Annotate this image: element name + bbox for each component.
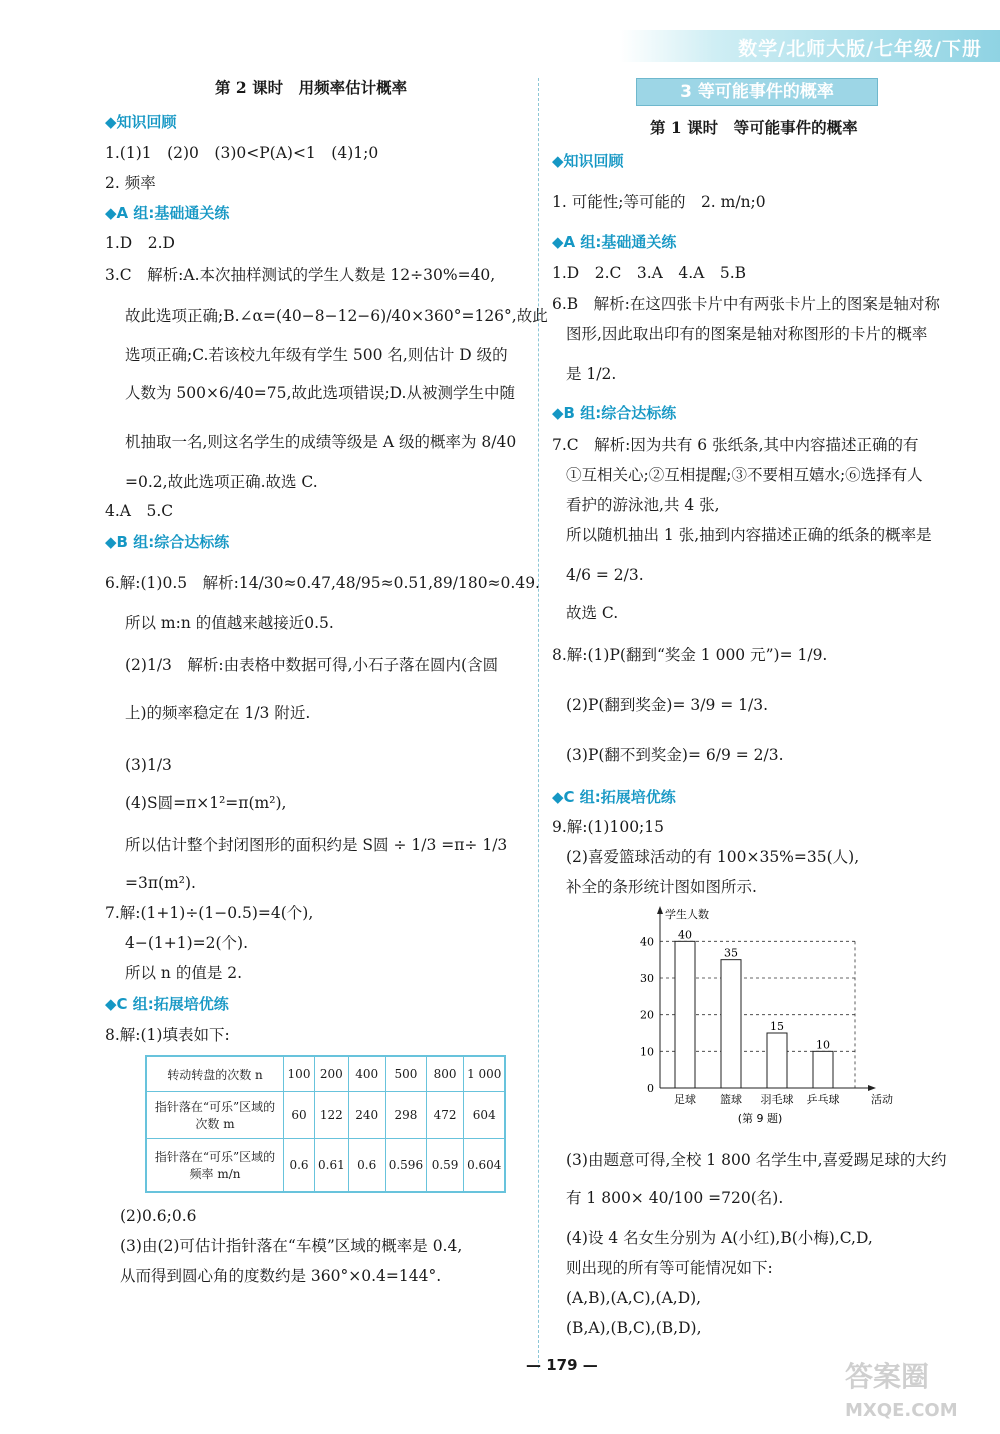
table-row [146,1139,505,1193]
table-cell: 298 [385,1092,426,1139]
answer-line: 4/6 = 2/3. [566,566,644,584]
y-tick-label: 30 [640,972,654,985]
table-cell: 60 [284,1092,315,1139]
answer-line: 1.D 2.D [105,234,175,252]
answer-line: 7.C 解析:因为共有 6 张纸条,其中内容描述正确的有 [552,436,919,454]
answer-line: 所以随机抽出 1 张,抽到内容描述正确的纸条的概率是 [566,526,932,544]
watermark: 答案圈 MXQE.COM [845,1360,958,1421]
section-c: ◆C 组:拓展培优练 [105,995,229,1013]
x-axis-arrow [868,1085,876,1091]
answer-line: 上)的频率稳定在 1/3 附近. [125,704,311,722]
table-cell: 0.61 [315,1139,349,1193]
table-cell: 0.6 [348,1139,385,1193]
answer-line: ①互相关心;②互相提醒;③不要相互嬉水;⑥选择有人 [566,466,923,484]
section-review: ◆知识回顾 [105,113,177,131]
answer-line: 4−(1+1)=2(个). [125,934,249,952]
answer-line: 看护的游泳池,共 4 张, [566,496,720,514]
answer-line: (3)P(翻不到奖金)= 6/9 = 2/3. [566,746,784,764]
y-tick-label: 10 [640,1045,654,1059]
table-cell: 500 [385,1056,426,1092]
frequency-table [145,1055,506,1193]
table-cell: 122 [315,1092,349,1139]
x-tick-label: 足球 [674,1093,696,1106]
answer-line: 8.解:(1)P(翻到“奖金 1 000 元”)= 1/9. [552,646,828,664]
answer-line: =3π(m²). [125,874,196,892]
bar-chart [630,900,893,1130]
answer-line: (2)1/3 解析:由表格中数据可得,小石子落在圆内(含圆 [125,656,499,674]
section-b: ◆B 组:综合达标练 [552,404,677,422]
answer-line: (B,A),(B,C),(B,D), [566,1319,702,1337]
table-cell: 200 [315,1056,349,1092]
right-title: 第 1 课时 等可能事件的概率 [650,118,858,137]
bar [767,1033,787,1088]
section-b: ◆B 组:综合达标练 [105,533,230,551]
answer-line: (4)设 4 名女生分别为 A(小红),B(小梅),C,D, [566,1229,873,1247]
answer-line: 故选 C. [566,604,619,622]
left-title: 第 2 课时 用频率估计概率 [215,78,408,97]
x-tick-label: 乒乓球 [806,1093,840,1106]
table-cell: 0.596 [385,1139,426,1193]
bar-data-label: 15 [770,1020,784,1033]
bar [813,1051,833,1088]
chart-caption: (第 9 题) [737,1112,783,1125]
y-tick-label: 40 [640,935,654,949]
answer-line: (2)0.6;0.6 [120,1207,197,1225]
x-tick-label: 羽毛球 [760,1093,794,1106]
section-c: ◆C 组:拓展培优练 [552,788,676,806]
answer-line: 选项正确;C.若该校九年级有学生 500 名,则估计 D 级的 [125,346,508,364]
answer-line: 补全的条形统计图如图所示. [566,878,757,896]
bar-data-label: 40 [678,928,692,942]
table-cell: 转动转盘的次数 n [146,1056,284,1092]
section-a: ◆A 组:基础通关练 [552,233,677,251]
answer-line: =0.2,故此选项正确.故选 C. [125,473,318,491]
table-row [146,1092,505,1139]
table-cell: 800 [427,1056,464,1092]
answer-line: 9.解:(1)100;15 [552,818,664,836]
answer-line: 所以 m:n 的值越来越接近0.5. [125,614,334,632]
answer-line: 8.解:(1)填表如下: [105,1026,230,1044]
table-cell: 0.604 [464,1139,506,1193]
answer-line: 是 1/2. [566,365,617,383]
answer-line: (3)1/3 [125,756,172,774]
table-cell: 100 [284,1056,315,1092]
series-label: 数学/北师大版/七年级/下册 [738,38,982,60]
answer-line: (3)由题意可得,全校 1 800 名学生中,喜爱踢足球的大约 [566,1151,947,1169]
answer-line: 1. 可能性;等可能的 2. m/n;0 [552,193,766,211]
answer-line: (3)由(2)可估计指针落在“车模”区域的概率是 0.4, [120,1237,463,1255]
table-cell: 1 000 [464,1056,506,1092]
answer-line: 图形,因此取出印有的图案是轴对称图形的卡片的概率 [566,325,928,343]
bar [675,941,695,1088]
answer-line: 6.B 解析:在这四张卡片中有两张卡片上的图案是轴对称 [552,295,940,313]
x-tick-label: 篮球 [720,1093,742,1106]
answer-line: (A,B),(A,C),(A,D), [566,1289,702,1307]
y-tick-label: 20 [640,1008,654,1022]
table-cell: 0.6 [284,1139,315,1193]
series-header [620,30,1000,62]
x-axis-label: 活动 [871,1093,893,1106]
y-axis-arrow [657,906,663,914]
answer-line: 从而得到圆心角的度数约是 360°×0.4=144°. [120,1267,442,1285]
answer-line: 故此选项正确;B.∠α=(40−8−12−6)/40×360°=126°,故此 [125,307,548,325]
answer-line: 2. 频率 [105,174,156,192]
table-cell: 604 [464,1092,506,1139]
answer-line: 所以估计整个封闭图形的面积约是 S圆 ÷ 1/3 =π÷ 1/3 [125,836,508,854]
answer-line: 4.A 5.C [105,502,174,520]
answer-line: 6.解:(1)0.5 解析:14/30≈0.47,48/95≈0.51,89/180≈0.49. [105,574,540,592]
table-cell: 400 [348,1056,385,1092]
answer-line: 1.(1)1 (2)0 (3)0<P(A)<1 (4)1;0 [105,144,379,162]
bar-data-label: 10 [816,1038,830,1052]
table-cell: 472 [427,1092,464,1139]
answer-line: 则出现的所有等可能情况如下: [566,1259,773,1277]
answer-line: 所以 n 的值是 2. [125,964,243,982]
bar [721,960,741,1088]
table-cell: 240 [348,1092,385,1139]
answer-line: (2)喜爱篮球活动的有 100×35%=35(人), [566,848,860,866]
answer-line: 7.解:(1+1)÷(1−0.5)=4(个), [105,904,314,922]
table-cell: 指针落在“可乐”区域的次数 m [146,1092,284,1139]
table-row [146,1056,505,1092]
section-a: ◆A 组:基础通关练 [105,204,230,222]
answer-line: (2)P(翻到奖金)= 3/9 = 1/3. [566,696,769,714]
answer-line: 人数为 500×6/40=75,故此选项错误;D.从被测学生中随 [125,384,515,402]
bar-data-label: 35 [724,946,738,960]
section-badge: 3 等可能事件的概率 [636,78,878,106]
column-divider [538,78,539,1368]
answer-line: 有 1 800× 40/100 =720(名). [566,1189,784,1207]
answer-line: 3.C 解析:A.本次抽样测试的学生人数是 12÷30%=40, [105,266,496,284]
answer-line: 机抽取一名,则这名学生的成绩等级是 A 级的概率为 8/40 [125,433,517,451]
answer-line: (4)S圆=π×1²=π(m²), [125,794,287,812]
table-cell: 0.59 [427,1139,464,1193]
table-cell: 指针落在“可乐”区域的频率 m/n [146,1139,284,1193]
y-tick-label: 0 [647,1082,654,1095]
answer-line: 1.D 2.C 3.A 4.A 5.B [552,264,747,282]
section-review: ◆知识回顾 [552,152,624,170]
y-axis-label: 学生人数 [665,908,709,921]
page-number: — 179 — [526,1356,598,1374]
